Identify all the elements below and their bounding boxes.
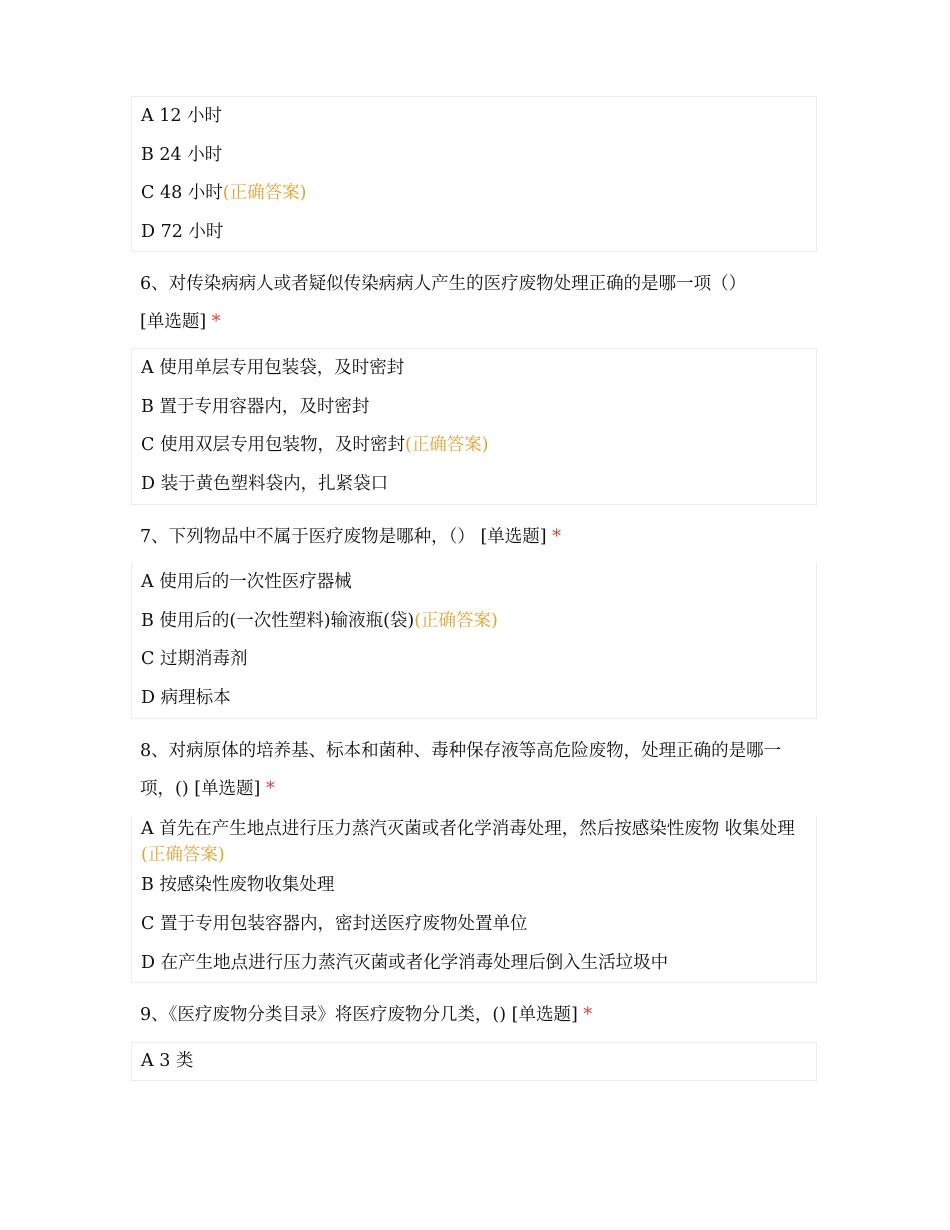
q5-option-d: D 72 小时: [141, 222, 224, 242]
question-type: [单选题]: [140, 312, 207, 332]
q7-title: 7、下列物品中不属于医疗废物是哪种，（） [单选题] *: [140, 527, 561, 547]
q8-options: [131, 815, 817, 983]
required-mark: *: [265, 779, 275, 799]
q5-option-b: B 24 小时: [141, 145, 223, 165]
q5-options: [131, 96, 817, 252]
q9-title: 9、《医疗废物分类目录》将医疗废物分几类，() [单选题] *: [140, 1005, 593, 1025]
q8-option-c: C 置于专用包装容器内，密封送医疗废物处置单位: [141, 914, 528, 934]
q7-option-c: C 过期消毒剂: [141, 649, 248, 669]
q6-options: [131, 348, 817, 505]
question-type: [单选题]: [194, 779, 261, 799]
q7-option-a: A 使用后的一次性医疗器械: [141, 572, 352, 592]
q7-option-b: B 使用后的(一次性塑料)输液瓶(袋)(正确答案): [141, 611, 498, 631]
question-type: [单选题]: [511, 1005, 578, 1025]
q7-options: [131, 562, 817, 719]
q7-option-d: D 病理标本: [141, 688, 231, 708]
question-type: [单选题]: [480, 527, 547, 547]
q6-option-b: B 置于专用容器内，及时密封: [141, 397, 370, 417]
q8-title: 8、对病原体的培养基、标本和菌种、毒种保存液等高危险废物，处理正确的是哪一项，() [单选题] *: [140, 741, 782, 799]
q9-options: [131, 1042, 817, 1081]
correct-answer-tag: (正确答案): [404, 435, 489, 455]
q6-option-c: C 使用双层专用包装物，及时密封(正确答案): [141, 435, 489, 455]
correct-answer-tag: (正确答案): [222, 183, 307, 203]
required-mark: *: [211, 312, 221, 332]
q6-title: 6、对传染病病人或者疑似传染病病人产生的医疗废物处理正确的是哪一项（） [单选题] *: [140, 274, 747, 332]
q8-option-b: B 按感染性废物收集处理: [141, 875, 335, 895]
q6-option-a: A 使用单层专用包装袋，及时密封: [141, 358, 405, 378]
q5-option-a: A 12 小时: [141, 106, 223, 126]
q9-option-a: A 3 类: [141, 1051, 194, 1071]
q8-option-a: A 首先在产生地点进行压力蒸汽灭菌或者化学消毒处理，然后按感染性废物 收集处理(正确答案): [141, 819, 795, 865]
correct-answer-tag: (正确答案): [141, 845, 225, 865]
correct-answer-tag: (正确答案): [414, 611, 498, 631]
required-mark: *: [552, 527, 561, 547]
q6-option-d: D 装于黄色塑料袋内，扎紧袋口: [141, 474, 389, 494]
q5-option-c: C 48 小时(正确答案): [141, 183, 307, 203]
required-mark: *: [583, 1005, 593, 1025]
q8-option-d: D 在产生地点进行压力蒸汽灭菌或者化学消毒处理后倒入生活垃圾中: [141, 953, 669, 973]
